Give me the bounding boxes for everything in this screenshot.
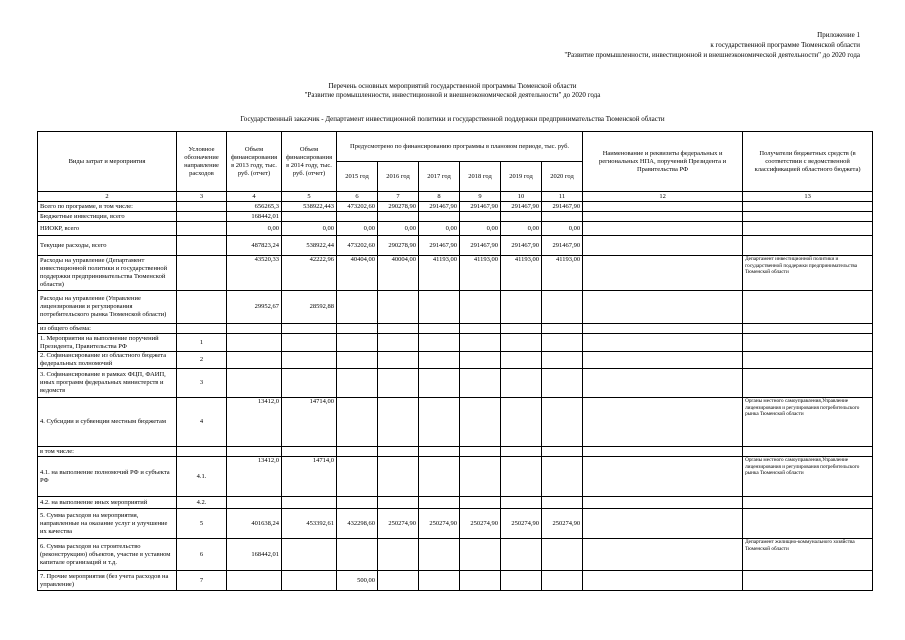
- row-year-value: [337, 447, 378, 457]
- row-volume-2014: 538922,44: [282, 236, 337, 256]
- appendix-line-2: к государственной программе Тюменской области: [710, 41, 860, 49]
- row-name: 4.1. на выполнение полномочий РФ и субъекта РФ: [38, 457, 177, 497]
- row-npa: [583, 398, 743, 447]
- row-year-value: [460, 447, 501, 457]
- table-row: [38, 352, 873, 369]
- row-code: [177, 324, 227, 334]
- row-year-value: [501, 571, 542, 591]
- row-code: 4.2.: [177, 497, 227, 509]
- header-recipients: Получатели бюджетных средств (в соответствии с ведомственной классификацией областного бюджета): [743, 132, 873, 192]
- row-code: 7: [177, 571, 227, 591]
- row-code: 6: [177, 539, 227, 571]
- row-name: 1. Мероприятия на выполнение поручений Президента, Правительства РФ: [38, 334, 177, 352]
- row-volume-2013: 168442,01: [227, 212, 282, 222]
- row-year-value: [542, 324, 583, 334]
- header-year: 2016 год: [378, 162, 419, 192]
- row-year-value: [378, 324, 419, 334]
- row-recipient: [743, 497, 873, 509]
- row-recipient: [743, 324, 873, 334]
- column-numbers-row: [38, 192, 873, 202]
- row-npa: [583, 324, 743, 334]
- row-name: 7. Прочие мероприятия (без учета расходов на управление): [38, 571, 177, 591]
- column-number: 9: [460, 192, 501, 202]
- header-year: 2019 год: [501, 162, 542, 192]
- row-name: 4. Субсидии и субвенции местным бюджетам: [38, 398, 177, 447]
- row-npa: [583, 497, 743, 509]
- appendix-line-1: Приложение 1: [817, 31, 860, 39]
- row-volume-2013: 168442,01: [227, 539, 282, 571]
- row-year-value: [542, 457, 583, 497]
- row-year-value: [378, 497, 419, 509]
- row-year-value: 290278,90: [378, 236, 419, 256]
- column-number: 5: [282, 192, 337, 202]
- appendix-line-3: "Развитие промышленности, инвестиционной и внешнеэкономической деятельности" до 2020 года: [564, 51, 860, 59]
- row-year-value: 291467,90: [419, 236, 460, 256]
- row-year-value: [419, 447, 460, 457]
- row-year-value: 41193,00: [460, 256, 501, 291]
- row-code: [177, 202, 227, 212]
- row-year-value: 250274,90: [501, 509, 542, 539]
- row-year-value: [337, 539, 378, 571]
- row-npa: [583, 334, 743, 352]
- row-year-value: [501, 539, 542, 571]
- row-volume-2013: 401638,24: [227, 509, 282, 539]
- row-volume-2013: 43520,33: [227, 256, 282, 291]
- row-year-value: [501, 212, 542, 222]
- row-year-value: 41193,00: [542, 256, 583, 291]
- row-year-value: [378, 334, 419, 352]
- row-recipient: Департамент жилищно-коммунального хозяйства Тюменской области: [743, 539, 873, 571]
- document-title: [0, 82, 905, 100]
- row-name: 5. Сумма расходов на мероприятия, направленные на оказание услуг и улучшение их качества: [38, 509, 177, 539]
- header-kinds: Виды затрат и мероприятия: [38, 132, 177, 192]
- row-year-value: [378, 447, 419, 457]
- row-year-value: [378, 539, 419, 571]
- row-volume-2013: [227, 571, 282, 591]
- row-npa: [583, 236, 743, 256]
- row-volume-2013: [227, 497, 282, 509]
- row-npa: [583, 212, 743, 222]
- header-code: Условное обозначение направление расходов: [177, 132, 227, 192]
- header-vol-2013: Объем финансирования в 2013 году, тыс. руб. (отчет): [227, 132, 282, 192]
- row-volume-2013: [227, 369, 282, 398]
- row-year-value: [542, 447, 583, 457]
- row-year-value: [542, 212, 583, 222]
- row-year-value: [501, 398, 542, 447]
- row-npa: [583, 369, 743, 398]
- row-year-value: 41193,00: [419, 256, 460, 291]
- column-number: 6: [337, 192, 378, 202]
- row-year-value: 291467,90: [460, 236, 501, 256]
- row-volume-2013: 29952,67: [227, 291, 282, 324]
- row-year-value: [460, 571, 501, 591]
- row-year-value: [542, 334, 583, 352]
- row-year-value: [501, 369, 542, 398]
- row-volume-2013: 13412,0: [227, 398, 282, 447]
- column-number: 4: [227, 192, 282, 202]
- table-body: [38, 202, 873, 591]
- row-recipient: Органы местного самоуправления,Управление лицензирования и регулирования потребительского рынка Тюменской области: [743, 398, 873, 447]
- column-number: 8: [419, 192, 460, 202]
- table-row: [38, 497, 873, 509]
- row-year-value: [542, 571, 583, 591]
- row-volume-2014: 42222,96: [282, 256, 337, 291]
- row-npa: [583, 256, 743, 291]
- row-code: [177, 447, 227, 457]
- row-year-value: [337, 212, 378, 222]
- row-year-value: [419, 369, 460, 398]
- row-year-value: 291467,90: [501, 202, 542, 212]
- row-npa: [583, 457, 743, 497]
- row-volume-2013: [227, 334, 282, 352]
- row-npa: [583, 352, 743, 369]
- title-line-1: Перечень основных мероприятий государственной программы Тюменской области: [328, 82, 577, 90]
- row-year-value: [337, 324, 378, 334]
- table-row: [38, 457, 873, 497]
- row-year-value: [460, 497, 501, 509]
- row-code: 2: [177, 352, 227, 369]
- column-number: 12: [583, 192, 743, 202]
- row-volume-2014: 14714,00: [282, 398, 337, 447]
- row-year-value: [460, 539, 501, 571]
- row-volume-2014: [282, 369, 337, 398]
- row-year-value: [501, 457, 542, 497]
- table-row: [38, 236, 873, 256]
- column-number: 3: [177, 192, 227, 202]
- row-year-value: [337, 369, 378, 398]
- row-name: в том числе:: [38, 447, 177, 457]
- row-recipient: Департамент инвестиционной политики и государственной поддержки предпринимательства Тюменской области: [743, 256, 873, 291]
- row-year-value: 291467,90: [501, 236, 542, 256]
- row-year-value: [501, 291, 542, 324]
- row-year-value: [378, 571, 419, 591]
- row-year-value: [501, 447, 542, 457]
- row-year-value: 0,00: [501, 222, 542, 236]
- row-year-value: [542, 497, 583, 509]
- row-recipient: [743, 334, 873, 352]
- column-number: 11: [542, 192, 583, 202]
- row-code: 4: [177, 398, 227, 447]
- row-year-value: 40404,00: [337, 256, 378, 291]
- row-recipient: [743, 352, 873, 369]
- row-year-value: 250274,90: [542, 509, 583, 539]
- header-year: 2020 год: [542, 162, 583, 192]
- header-planned: Предусмотрено по финансированию программы в плановом периоде, тыс. руб.: [337, 132, 583, 162]
- row-year-value: [337, 334, 378, 352]
- row-year-value: 41193,00: [501, 256, 542, 291]
- table-row: [38, 571, 873, 591]
- row-year-value: 0,00: [337, 222, 378, 236]
- row-year-value: [419, 571, 460, 591]
- row-name: Бюджетные инвестиции, всего: [38, 212, 177, 222]
- row-code: 4.1.: [177, 457, 227, 497]
- row-volume-2013: [227, 447, 282, 457]
- column-number: 7: [378, 192, 419, 202]
- row-volume-2014: [282, 212, 337, 222]
- header-year: 2018 год: [460, 162, 501, 192]
- row-npa: [583, 539, 743, 571]
- row-year-value: [542, 369, 583, 398]
- state-customer: Государственный заказчик - Департамент инвестиционной политики и государственной поддержки предпринимательства Тюменской области: [240, 115, 665, 123]
- row-name: 3. Софинансирование в рамках ФЦП, ФАИП, иных программ федеральных министерств и ведомств: [38, 369, 177, 398]
- row-name: из общего объема:: [38, 324, 177, 334]
- row-year-value: 291467,90: [542, 202, 583, 212]
- row-code: [177, 236, 227, 256]
- row-year-value: [419, 539, 460, 571]
- row-volume-2013: 0,00: [227, 222, 282, 236]
- row-npa: [583, 571, 743, 591]
- row-year-value: 0,00: [378, 222, 419, 236]
- row-year-value: [460, 352, 501, 369]
- row-year-value: [419, 334, 460, 352]
- row-year-value: [419, 212, 460, 222]
- row-year-value: 250274,90: [460, 509, 501, 539]
- row-year-value: [419, 497, 460, 509]
- row-npa: [583, 222, 743, 236]
- row-year-value: [419, 398, 460, 447]
- row-name: Всего по программе, в том числе:: [38, 202, 177, 212]
- row-code: [177, 256, 227, 291]
- row-npa: [583, 447, 743, 457]
- table-row: [38, 398, 873, 447]
- table-row: [38, 539, 873, 571]
- row-year-value: 291467,90: [542, 236, 583, 256]
- row-year-value: 291467,90: [460, 202, 501, 212]
- row-npa: [583, 202, 743, 212]
- row-npa: [583, 291, 743, 324]
- row-name: НИОКР, всего: [38, 222, 177, 236]
- row-year-value: 0,00: [542, 222, 583, 236]
- row-year-value: [378, 457, 419, 497]
- row-name: 4.2. на выполнение иных мероприятий: [38, 497, 177, 509]
- table-row: [38, 369, 873, 398]
- appendix-header: [564, 30, 860, 60]
- row-recipient: [743, 447, 873, 457]
- row-year-value: 250274,90: [419, 509, 460, 539]
- row-year-value: [460, 398, 501, 447]
- header-npa: Наименование и реквизиты федеральных и региональных НПА, поручений Президента и Правительства РФ: [583, 132, 743, 192]
- row-year-value: [378, 369, 419, 398]
- row-volume-2014: [282, 334, 337, 352]
- row-year-value: [378, 352, 419, 369]
- row-volume-2014: 538922,443: [282, 202, 337, 212]
- row-year-value: [542, 539, 583, 571]
- row-year-value: [460, 324, 501, 334]
- row-year-value: [501, 324, 542, 334]
- row-year-value: [501, 497, 542, 509]
- row-npa: [583, 509, 743, 539]
- row-name: 2. Софинансирование из областного бюджета федеральных полномочий: [38, 352, 177, 369]
- row-year-value: 0,00: [460, 222, 501, 236]
- row-code: 1: [177, 334, 227, 352]
- row-year-value: 291467,90: [419, 202, 460, 212]
- row-year-value: [337, 352, 378, 369]
- row-name: 6. Сумма расходов на строительство (реконструкцию) объектов, участие в уставном капитале организаций и т.д.: [38, 539, 177, 571]
- row-recipient: Органы местного самоуправления,Управление лицензирования и регулирования потребительского рынка Тюменской области: [743, 457, 873, 497]
- row-year-value: [501, 334, 542, 352]
- row-year-value: [419, 324, 460, 334]
- row-recipient: [743, 212, 873, 222]
- row-year-value: 473202,60: [337, 236, 378, 256]
- column-number: 2: [38, 192, 177, 202]
- row-recipient: [743, 509, 873, 539]
- row-name: Текущие расходы, всего: [38, 236, 177, 256]
- row-volume-2013: 487823,24: [227, 236, 282, 256]
- table-row: [38, 334, 873, 352]
- row-recipient: [743, 291, 873, 324]
- row-year-value: [419, 291, 460, 324]
- row-year-value: [542, 291, 583, 324]
- header-year: 2015 год: [337, 162, 378, 192]
- row-year-value: [460, 334, 501, 352]
- row-year-value: 432298,60: [337, 509, 378, 539]
- row-code: [177, 212, 227, 222]
- row-year-value: [337, 398, 378, 447]
- row-volume-2014: [282, 497, 337, 509]
- row-volume-2013: 656265,3: [227, 202, 282, 212]
- row-code: 5: [177, 509, 227, 539]
- table-row: [38, 202, 873, 212]
- row-volume-2014: [282, 352, 337, 369]
- row-volume-2014: [282, 324, 337, 334]
- column-number: 13: [743, 192, 873, 202]
- row-volume-2013: [227, 324, 282, 334]
- row-year-value: 500,00: [337, 571, 378, 591]
- table-row: [38, 256, 873, 291]
- row-volume-2014: [282, 447, 337, 457]
- row-recipient: [743, 202, 873, 212]
- table-row: [38, 509, 873, 539]
- row-year-value: 40004,00: [378, 256, 419, 291]
- row-name: Расходы на управление (Управление лицензирования и регулирования потребительского рынка Тюменской области): [38, 291, 177, 324]
- row-recipient: [743, 369, 873, 398]
- row-volume-2014: [282, 571, 337, 591]
- row-year-value: [419, 352, 460, 369]
- row-year-value: [460, 212, 501, 222]
- row-year-value: [460, 457, 501, 497]
- measures-table: [37, 131, 873, 591]
- header-year: 2017 год: [419, 162, 460, 192]
- row-year-value: 290278,90: [378, 202, 419, 212]
- row-year-value: [378, 212, 419, 222]
- row-volume-2014: 0,00: [282, 222, 337, 236]
- row-volume-2014: 453392,61: [282, 509, 337, 539]
- row-volume-2013: 13412,0: [227, 457, 282, 497]
- column-number: 10: [501, 192, 542, 202]
- row-year-value: [460, 291, 501, 324]
- row-recipient: [743, 222, 873, 236]
- table-row: [38, 291, 873, 324]
- row-year-value: [542, 398, 583, 447]
- row-volume-2014: 28592,88: [282, 291, 337, 324]
- header-vol-2014: Объем финансирования в 2014 году, тыс. руб. (отчет): [282, 132, 337, 192]
- row-recipient: [743, 571, 873, 591]
- row-name: Расходы на управление (Департамент инвестиционной политики и государственной поддержки предпринимательства Тюменской области): [38, 256, 177, 291]
- row-year-value: [542, 352, 583, 369]
- row-year-value: [337, 457, 378, 497]
- row-year-value: [460, 369, 501, 398]
- row-year-value: [378, 398, 419, 447]
- row-code: 3: [177, 369, 227, 398]
- table-row: [38, 447, 873, 457]
- row-volume-2014: 14714,0: [282, 457, 337, 497]
- row-year-value: [378, 291, 419, 324]
- table-row: [38, 212, 873, 222]
- row-year-value: [337, 497, 378, 509]
- row-year-value: [419, 457, 460, 497]
- row-code: [177, 291, 227, 324]
- row-year-value: [337, 291, 378, 324]
- row-volume-2013: [227, 352, 282, 369]
- row-year-value: 250274,90: [378, 509, 419, 539]
- row-year-value: [501, 352, 542, 369]
- title-line-2: "Развитие промышленности, инвестиционной и внешнеэкономической деятельности" до 2020 года: [304, 91, 601, 99]
- row-year-value: 473202,60: [337, 202, 378, 212]
- table-row: [38, 222, 873, 236]
- row-volume-2014: [282, 539, 337, 571]
- table-row: [38, 324, 873, 334]
- row-year-value: 0,00: [419, 222, 460, 236]
- row-code: [177, 222, 227, 236]
- row-recipient: [743, 236, 873, 256]
